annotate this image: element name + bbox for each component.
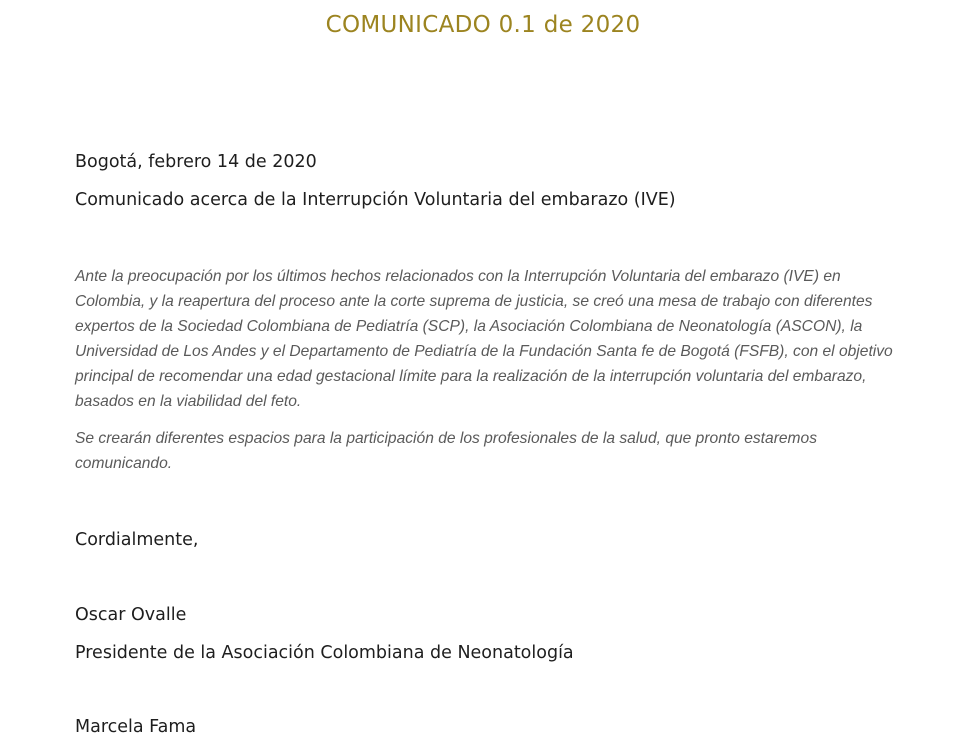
body-paragraph-2: Se crearán diferentes espacios para la participación de los profesionales de la salud, que pronto estaremos comunicando. [75, 430, 818, 472]
closing-line: Cordialmente, [75, 530, 199, 550]
signatory-name: Oscar Ovalle [75, 605, 187, 625]
date-line: Bogotá, febrero 14 de 2020 [75, 152, 317, 172]
signatory-role: Presidente de la Asociación Colombiana de Neonatología [75, 643, 574, 663]
signatory-name: Marcela Fama [75, 717, 197, 737]
document-title: COMUNICADO 0.1 de 2020 [325, 12, 641, 38]
subject-line: Comunicado acerca de la Interrupción Voluntaria del embarazo (IVE) [75, 190, 676, 210]
body-paragraph-1: Ante la preocupación por los últimos hechos relacionados con la Interrupción Voluntaria del embarazo (IVE) en Colombia, y la reapertura del proceso ante la corte suprema de justicia, se creó una mesa de trabajo con diferentes expertos de la Sociedad Colombiana de Pediatría (SCP), la Asociación Colombiana de Neonatología (ASCON), la Universidad de Los Andes y el Departamento de Pediatría de la Fundación Santa fe de Bogotá (FSFB), con el objetivo principal de recomendar una edad gestacional límite para la realización de la interrupción voluntaria del embarazo, basados en la viabilidad del feto. [75, 268, 893, 410]
